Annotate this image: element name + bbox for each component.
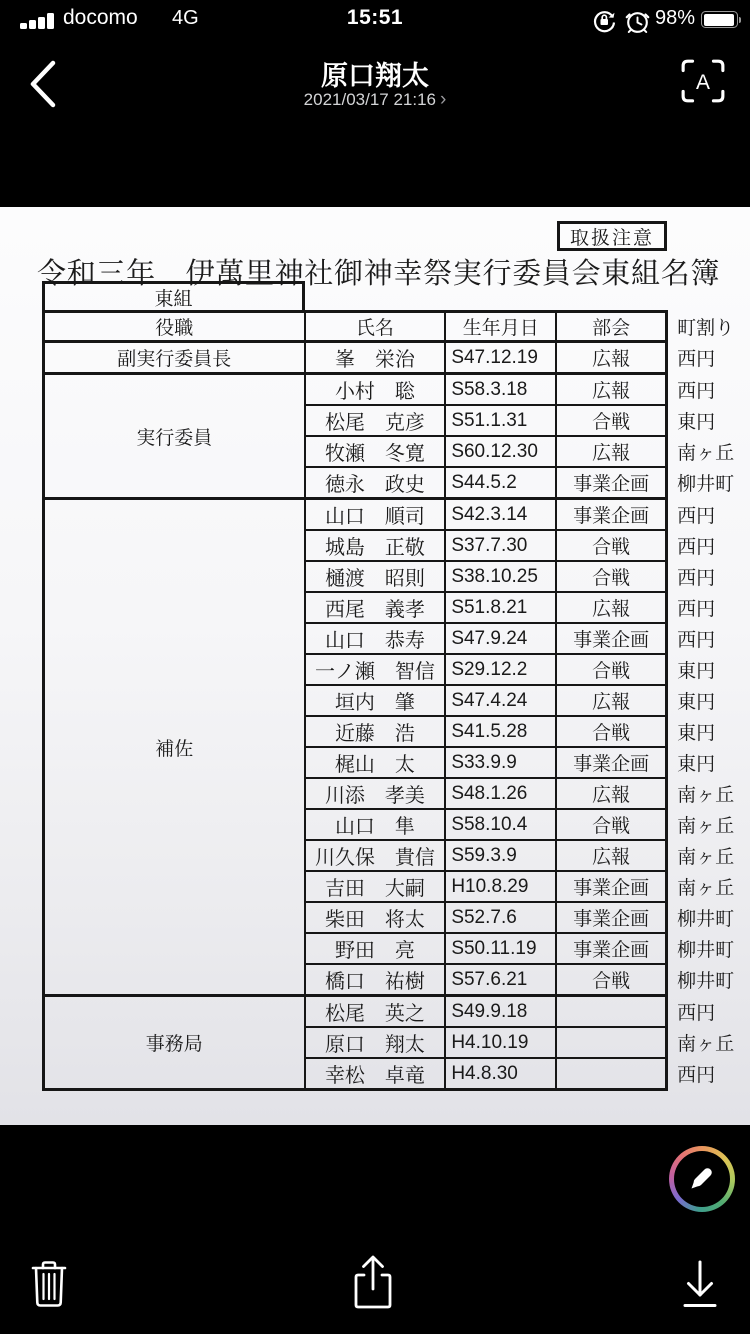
birth-cell: S33.9.9 [445, 747, 556, 778]
text-recognition-frame-icon [680, 58, 726, 104]
birth-cell: S50.11.19 [445, 933, 556, 964]
trash-icon [30, 1258, 68, 1310]
district-cell: 南ヶ丘 [677, 443, 735, 464]
text-recognition-button[interactable] [680, 58, 726, 104]
district-cell: 東円 [677, 754, 716, 775]
birth-column-header: 生年月日 [445, 312, 556, 342]
district-cell: 西円 [677, 1065, 716, 1087]
district-cell: 柳井町 [677, 940, 735, 961]
battery-icon [701, 11, 738, 28]
district-cell: 南ヶ丘 [677, 785, 735, 806]
birth-cell: S47.12.19 [445, 342, 556, 374]
status-time: 15:51 [346, 6, 404, 29]
roster-header-row [44, 312, 749, 342]
birth-cell: S47.4.24 [445, 685, 556, 716]
birth-cell: S29.12.2 [445, 654, 556, 685]
name-cell: 一ノ瀬 智信 [305, 654, 446, 685]
birth-cell: S51.1.31 [445, 405, 556, 436]
district-cell: 西円 [677, 1002, 716, 1024]
division-cell: 合戦 [556, 716, 667, 747]
division-cell: 合戦 [556, 405, 667, 436]
download-icon [678, 1258, 722, 1310]
district-cell: 東円 [677, 412, 716, 433]
district-cell: 柳井町 [677, 474, 735, 496]
birth-cell: S57.6.21 [445, 964, 556, 996]
birth-cell: S41.5.28 [445, 716, 556, 747]
name-cell: 山口 順司 [305, 499, 446, 531]
name-column-header: 氏名 [305, 312, 446, 342]
page-title: 原口翔太 [321, 61, 429, 91]
division-cell: 広報 [556, 592, 667, 623]
birth-cell: S38.10.25 [445, 561, 556, 592]
name-cell: 吉田 大嗣 [305, 871, 446, 902]
district-cell: 西円 [677, 505, 716, 527]
division-cell: 事業企画 [556, 871, 667, 902]
roster-row [44, 374, 749, 406]
delete-button[interactable] [30, 1258, 68, 1313]
district-cell: 南ヶ丘 [677, 878, 735, 899]
birth-cell: S44.5.2 [445, 467, 556, 499]
birth-cell: H10.8.29 [445, 871, 556, 902]
alarm-icon [624, 8, 651, 35]
district-cell: 西円 [677, 599, 716, 620]
name-cell: 野田 亮 [305, 933, 446, 964]
district-cell: 西円 [677, 349, 716, 370]
role-cell: 副実行委員長 [44, 342, 305, 374]
division-cell: 事業企画 [556, 499, 667, 531]
name-cell: 原口 翔太 [305, 1027, 446, 1058]
division-cell: 事業企画 [556, 902, 667, 933]
name-cell: 川久保 貴信 [305, 840, 446, 871]
district-column-header: 町割り [677, 318, 735, 339]
district-cell: 南ヶ丘 [677, 847, 735, 868]
svg-text:A: A [696, 70, 710, 94]
division-cell [556, 1058, 667, 1090]
roster-row [44, 342, 749, 374]
battery-percent-label: 98% [655, 7, 696, 29]
division-cell: 広報 [556, 374, 667, 406]
division-cell: 合戦 [556, 964, 667, 996]
roster-row [44, 996, 749, 1028]
birth-cell: S59.3.9 [445, 840, 556, 871]
name-cell: 西尾 義孝 [305, 592, 446, 623]
group-label-box: 東組 [42, 281, 305, 313]
division-cell: 合戦 [556, 561, 667, 592]
edit-pencil-icon [674, 1150, 730, 1206]
role-cell: 実行委員 [44, 374, 305, 499]
birth-cell: S47.9.24 [445, 623, 556, 654]
division-cell [556, 1027, 667, 1058]
chevron-right-icon: › [440, 89, 447, 110]
birth-cell: S51.8.21 [445, 592, 556, 623]
name-cell: 山口 隼 [305, 809, 446, 840]
district-cell: 柳井町 [677, 909, 735, 930]
name-cell: 小村 聡 [305, 374, 446, 406]
download-button[interactable] [678, 1258, 722, 1313]
roster-row [44, 499, 749, 531]
birth-cell: S60.12.30 [445, 436, 556, 467]
name-cell: 松尾 英之 [305, 996, 446, 1028]
division-cell: 広報 [556, 342, 667, 374]
document-title: 令和三年 伊萬里神社御神幸祭実行委員会東組名簿 [37, 258, 721, 290]
district-cell: 東円 [677, 661, 716, 682]
division-cell: 合戦 [556, 530, 667, 561]
division-column-header: 部会 [556, 312, 667, 342]
photo-document[interactable] [0, 207, 750, 1125]
district-cell: 西円 [677, 630, 716, 651]
birth-cell: H4.10.19 [445, 1027, 556, 1058]
district-cell: 東円 [677, 692, 716, 713]
role-column-header: 役職 [44, 312, 305, 342]
carrier-label: docomo [63, 6, 138, 29]
birth-cell: S48.1.26 [445, 778, 556, 809]
name-cell: 山口 恭寿 [305, 623, 446, 654]
birth-cell: S58.10.4 [445, 809, 556, 840]
name-cell: 垣内 肇 [305, 685, 446, 716]
name-cell: 松尾 克彦 [305, 405, 446, 436]
district-cell: 西円 [677, 537, 716, 558]
district-cell: 東円 [677, 723, 716, 744]
district-cell: 南ヶ丘 [677, 1034, 735, 1055]
birth-cell: H4.8.30 [445, 1058, 556, 1090]
role-cell: 事務局 [44, 996, 305, 1090]
name-cell: 樋渡 昭則 [305, 561, 446, 592]
role-cell: 補佐 [44, 499, 305, 996]
name-cell: 峯 栄治 [305, 342, 446, 374]
rotation-lock-icon [591, 8, 617, 34]
division-cell: 事業企画 [556, 467, 667, 499]
nav-header [0, 42, 750, 132]
division-cell: 広報 [556, 840, 667, 871]
division-cell: 広報 [556, 685, 667, 716]
name-cell: 柴田 将太 [305, 902, 446, 933]
name-cell: 幸松 卓竜 [305, 1058, 446, 1090]
name-cell: 近藤 浩 [305, 716, 446, 747]
district-cell: 西円 [677, 568, 716, 589]
name-cell: 城島 正敬 [305, 530, 446, 561]
district-cell: 西円 [677, 380, 716, 402]
name-cell: 橋口 祐樹 [305, 964, 446, 996]
division-cell: 事業企画 [556, 933, 667, 964]
timestamp-label: 2021/03/17 21:16 [303, 90, 437, 109]
birth-cell: S37.7.30 [445, 530, 556, 561]
division-cell: 広報 [556, 778, 667, 809]
birth-cell: S52.7.6 [445, 902, 556, 933]
roster-body [44, 312, 749, 1090]
name-cell: 徳永 政史 [305, 467, 446, 499]
division-cell: 事業企画 [556, 623, 667, 654]
birth-cell: S42.3.14 [445, 499, 556, 531]
district-cell: 柳井町 [677, 971, 735, 993]
name-cell: 牧瀬 冬寛 [305, 436, 446, 467]
roster-table [42, 310, 750, 1091]
birth-cell: S49.9.18 [445, 996, 556, 1028]
division-cell: 合戦 [556, 809, 667, 840]
name-cell: 梶山 太 [305, 747, 446, 778]
status-bar [0, 0, 750, 42]
share-icon [350, 1252, 396, 1312]
division-cell [556, 996, 667, 1028]
name-cell: 川添 孝美 [305, 778, 446, 809]
timestamp-button[interactable] [0, 88, 750, 112]
network-type-label: 4G [172, 7, 199, 29]
birth-cell: S58.3.18 [445, 374, 556, 406]
division-cell: 事業企画 [556, 747, 667, 778]
division-cell: 広報 [556, 436, 667, 467]
edit-markup-button[interactable] [669, 1146, 735, 1212]
district-cell: 南ヶ丘 [677, 816, 735, 837]
share-button[interactable] [350, 1252, 396, 1315]
division-cell: 合戦 [556, 654, 667, 685]
caution-stamp: 取扱注意 [557, 221, 667, 251]
